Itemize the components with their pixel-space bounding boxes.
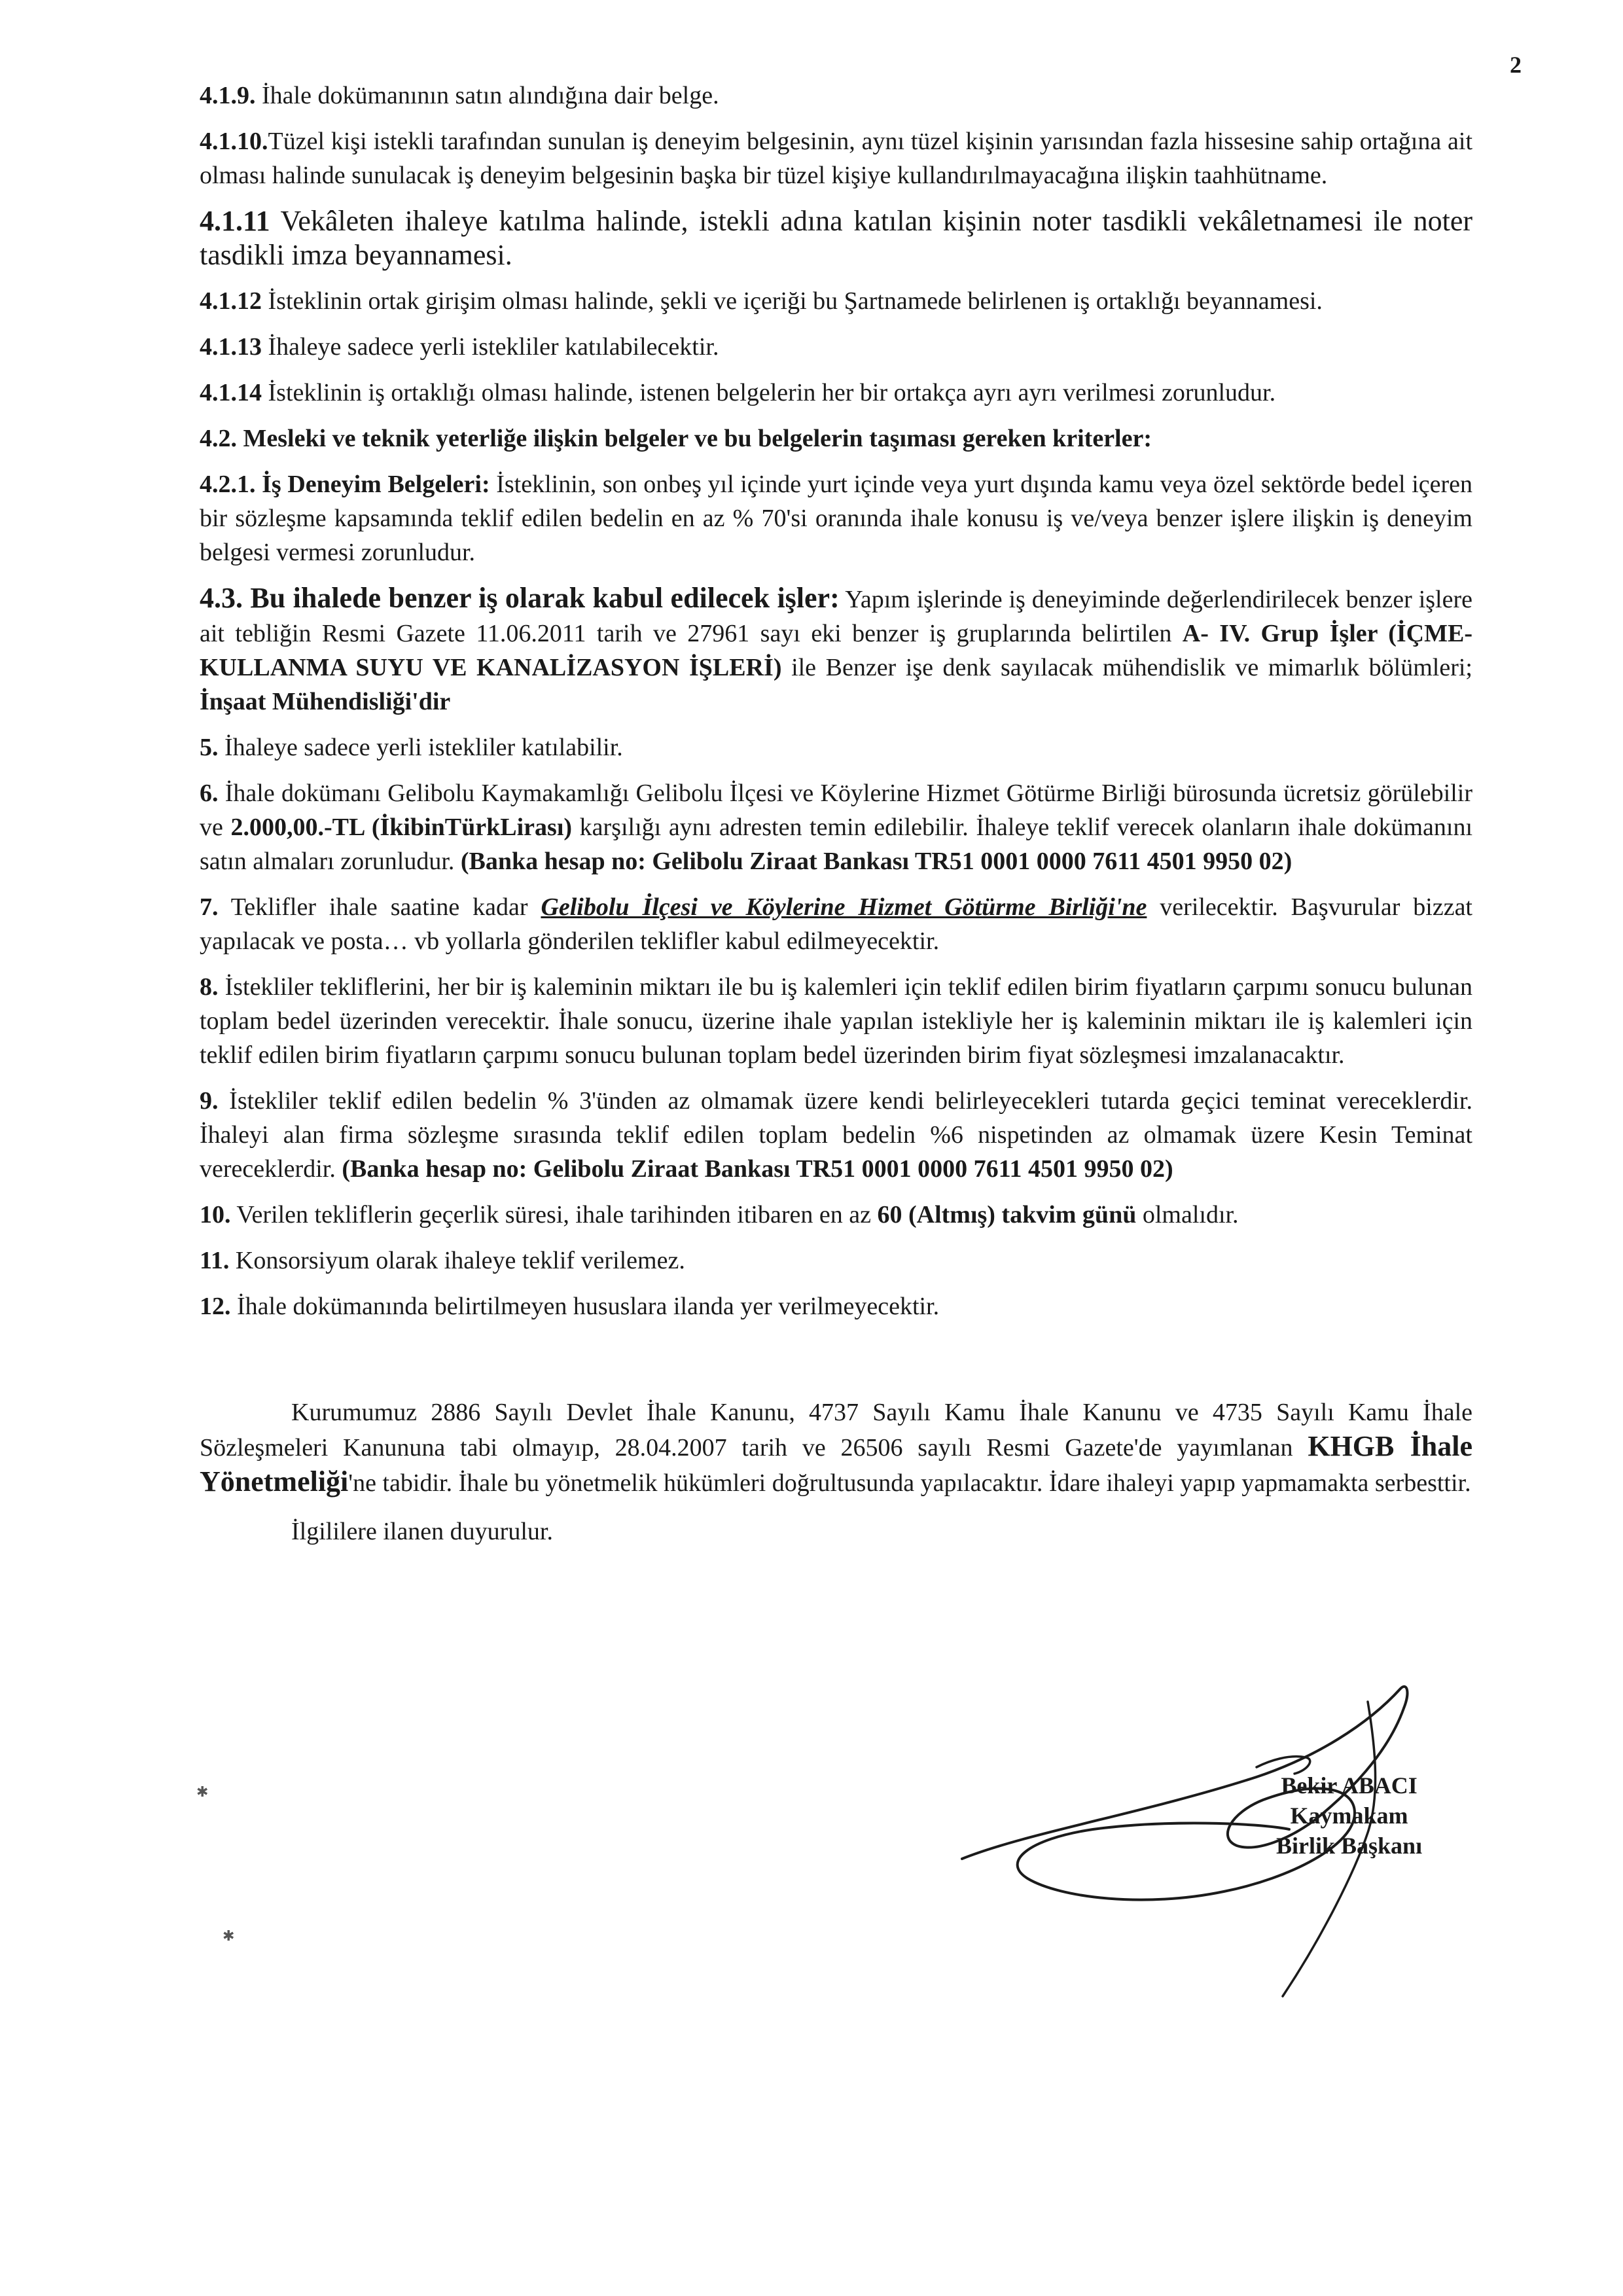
clause-text: İhale dokümanı Gelibolu Kaymakamlığı Gelibolu İlçesi ve Köylerine Hizmet Götürme Birliği bürosunda ücretsiz görülebilir ve — [200, 780, 1472, 841]
page-number: 2 — [1510, 52, 1522, 78]
clause-lead: İş Deneyim Belgeleri: — [255, 471, 490, 498]
clause-text: İsteklinin ortak girişim olması halinde, şekli ve içeriği bu Şartnamede belirlenen iş ortaklığı beyannamesi. — [262, 287, 1323, 315]
clause-4-1-13 — [200, 330, 1472, 364]
clause-lead: Bu ihalede benzer iş olarak kabul edilecek işler: — [243, 582, 840, 614]
closing-text: Kurumumuz 2886 Sayılı Devlet İhale Kanunu, 4737 Sayılı Kamu İhale Kanunu ve 4735 Sayılı Kamu İhale Sözleşmeleri Kanununa tabi olmayıp, 28.04.2007 tarih ve 26506 sayılı Resmi Gazete'de yayımlanan — [200, 1399, 1472, 1462]
clause-number: 10. — [200, 1201, 231, 1229]
clause-number: 8. — [200, 973, 219, 1001]
clause-text: İsteklinin, son onbeş yıl içinde yurt içinde veya yurt dışında kamu veya özel sektörde bedel içeren bir sözleşme kapsamında teklif edilen bedelin en az % 70'si oranında ihale konusu iş ve/veya benzer işlere ilişkin iş deneyim belgesi vermesi zorunludur. — [200, 471, 1472, 566]
clause-number: 7. — [200, 893, 219, 921]
signatory-role: Birlik Başkanı — [1276, 1833, 1423, 1859]
clause-text: ile Benzer işe denk sayılacak mühendislik ve mimarlık bölümleri; — [781, 654, 1472, 681]
clause-number: 4.1.11 — [200, 205, 270, 237]
clause-number: 5. — [200, 734, 219, 761]
clause-number: 4.3. — [200, 582, 243, 614]
clause-text: İstekliler tekliflerini, her bir iş kaleminin miktarı ile bu iş kalemleri için teklif edilen birim fiyatların çarpımı sonucu bulunan toplam bedel üzerinden verecektir. İhale sonucu, üzerine ihale yapılan istekliyle her iş kaleminin miktarı ile iş kalemleri için teklif edilen birim fiyatların çarpımı sonucu bulunan toplam bedel üzerinden birim fiyat sözleşmesi imzalanacaktır. — [200, 973, 1472, 1069]
clause-emphasis: 60 (Altmış) takvim günü — [877, 1201, 1137, 1229]
signatory-title: Kaymakam — [1290, 1803, 1408, 1829]
clause-7 — [200, 890, 1472, 958]
clause-number: 11. — [200, 1247, 230, 1274]
clause-5 — [200, 730, 1472, 764]
clause-4-1-10 — [200, 124, 1472, 192]
bank-account: (Banka hesap no: Gelibolu Ziraat Bankası TR51 0001 0000 7611 4501 9950 02) — [342, 1155, 1173, 1183]
clause-4-2-1 — [200, 467, 1472, 569]
clause-number: 4.2.1. — [200, 471, 256, 498]
institution-name: Gelibolu İlçesi ve Köylerine Hizmet Götürme Birliği'ne — [541, 893, 1147, 921]
scan-speck: ✱ — [196, 1784, 209, 1800]
clause-11 — [200, 1244, 1472, 1278]
closing-text: 'ne tabidir. İhale bu yönetmelik hükümleri doğrultusunda yapılacaktır. İdare ihaleyi yapıp yapmamakta serbesttir. — [348, 1469, 1471, 1497]
clause-number: 4.1.10. — [200, 128, 268, 155]
clause-text: olmalıdır. — [1136, 1201, 1239, 1229]
signatory-name: Bekir ABACI — [1281, 1772, 1418, 1799]
clause-8 — [200, 970, 1472, 1072]
clause-6 — [200, 776, 1472, 878]
clause-12 — [200, 1289, 1472, 1323]
clause-number: 4.1.12 — [200, 287, 262, 315]
clause-text: Teklifler ihale saatine kadar — [218, 893, 541, 921]
clause-number: 6. — [200, 780, 219, 807]
clause-text: İsteklinin iş ortaklığı olması halinde, istenen belgelerin her bir ortakça ayrı ayrı verilmesi zorunludur. — [262, 379, 1276, 406]
clause-number: 4.1.9. — [200, 82, 256, 109]
clause-4-1-14 — [200, 376, 1472, 410]
greeting: İlgililere ilanen duyurulur. — [291, 1518, 553, 1545]
clause-text: Verilen tekliflerin geçerlik süresi, ihale tarihinden itibaren en az — [230, 1201, 878, 1229]
clause-text: İhale dokümanında belirtilmeyen hususlara ilanda yer verilmeyecektir. — [230, 1293, 940, 1320]
clause-text: Yapım işlerinde iş deneyiminde değerlendirilecek benzer işlere ait tebliğin Resmi Gazete 11.06.2011 tarih ve 27961 sayı eki benzer iş gruplarında belirtilen — [200, 586, 1472, 647]
clause-emphasis: A- IV. Grup İşler (İÇME-KULLANMA SUYU VE KANALİZASYON İŞLERİ) — [200, 620, 1472, 681]
clause-text: İhaleye sadece yerli istekliler katılabilecektir. — [262, 333, 719, 361]
clause-text: karşılığı aynı adresten temin edilebilir. İhaleye teklif verecek olanların ihale dokümanını satın almaları zorunludur. — [200, 814, 1473, 875]
clause-text: Tüzel kişi istekli tarafından sunulan iş deneyim belgesinin, aynı tüzel kişinin yarısından fazla hissesine sahip ortağına ait olması halinde sunulacak iş deneyim belgesinin başka bir tüzel kişiye kullandırılmayacağına ilişkin taahhütname. — [200, 128, 1472, 189]
clause-number: 4.1.14 — [200, 379, 262, 406]
clause-text: Konsorsiyum olarak ihaleye teklif verilemez. — [229, 1247, 685, 1274]
document-body — [200, 79, 1472, 1549]
closing-paragraph — [200, 1395, 1472, 1500]
regulation-name: KHGB İhale Yönetmeliği — [200, 1430, 1472, 1498]
signature-block — [1276, 1770, 1422, 1861]
clause-4-1-9 — [200, 79, 1472, 113]
clause-number: 4.1.13 — [200, 333, 262, 361]
clause-text: İhale dokümanının satın alındığına dair belge. — [255, 82, 719, 109]
clause-number: 9. — [200, 1087, 219, 1115]
clause-number: 4.2. — [200, 425, 237, 452]
scan-speck: ✱ — [223, 1928, 235, 1944]
bank-account: (Banka hesap no: Gelibolu Ziraat Bankası TR51 0001 0000 7611 4501 9950 02) — [460, 848, 1293, 875]
clause-4-1-12 — [200, 284, 1472, 318]
clause-9 — [200, 1084, 1472, 1186]
clause-emphasis: İnşaat Mühendisliği'dir — [200, 688, 451, 715]
clause-10 — [200, 1198, 1472, 1232]
clause-emphasis: 2.000,00.-TL (İkibinTürkLirası) — [230, 814, 573, 841]
clause-number: 12. — [200, 1293, 231, 1320]
clause-text: İhaleye sadece yerli istekliler katılabilir. — [218, 734, 623, 761]
clause-text: Vekâleten ihaleye katılma halinde, istekli adına katılan kişinin noter tasdikli vekâletnamesi ile noter tasdikli imza beyannamesi. — [200, 205, 1472, 271]
clause-text: verilecektir. Başvurular bizzat yapılacak ve posta… vb yollarla gönderilen teklifler kabul edilmeyecektir. — [200, 893, 1472, 955]
clause-4-2-heading — [200, 422, 1472, 456]
clause-heading: Mesleki ve teknik yeterliğe ilişkin belgeler ve bu belgelerin taşıması gereken kriterler: — [237, 425, 1152, 452]
clause-text: İstekliler teklif edilen bedelin % 3'ünden az olmamak üzere kendi belirleyecekleri tutarda geçici teminat vereceklerdir. İhaleyi alan firma sözleşme sırasında teklif edilen toplam bedelin %6 nispetinden az olmamak üzere Kesin Teminat vereceklerdir. — [200, 1087, 1472, 1183]
clause-4-1-11 — [200, 204, 1472, 272]
clause-4-3 — [200, 581, 1472, 719]
